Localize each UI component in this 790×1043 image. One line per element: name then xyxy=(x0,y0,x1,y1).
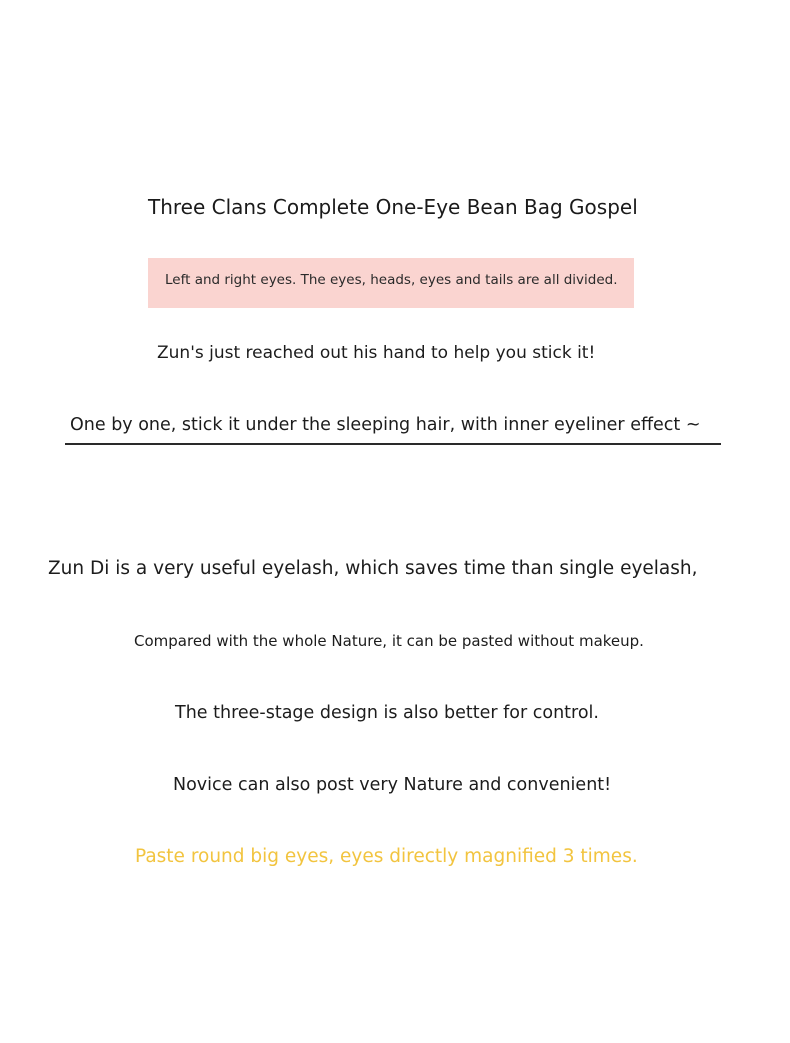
text-line-useful-eyelash: Zun Di is a very useful eyelash, which saves time than single eyelash, xyxy=(48,558,698,579)
highlight-note-box xyxy=(148,258,634,308)
underline-divider xyxy=(65,443,721,445)
text-line-three-stage: The three-stage design is also better for control. xyxy=(175,703,599,723)
text-line-compared-nature: Compared with the whole Nature, it can be pasted without makeup. xyxy=(134,632,644,650)
highlight-note-text: Left and right eyes. The eyes, heads, eyes and tails are all divided. xyxy=(165,272,618,288)
text-line-help-stick: Zun's just reached out his hand to help you stick it! xyxy=(157,343,596,363)
page-title: Three Clans Complete One-Eye Bean Bag Gospel xyxy=(148,195,638,219)
highlight-line-big-eyes: Paste round big eyes, eyes directly magnified 3 times. xyxy=(135,846,638,867)
text-line-one-by-one: One by one, stick it under the sleeping hair, with inner eyeliner effect ~ xyxy=(70,415,701,435)
text-line-novice: Novice can also post very Nature and convenient! xyxy=(173,775,612,795)
